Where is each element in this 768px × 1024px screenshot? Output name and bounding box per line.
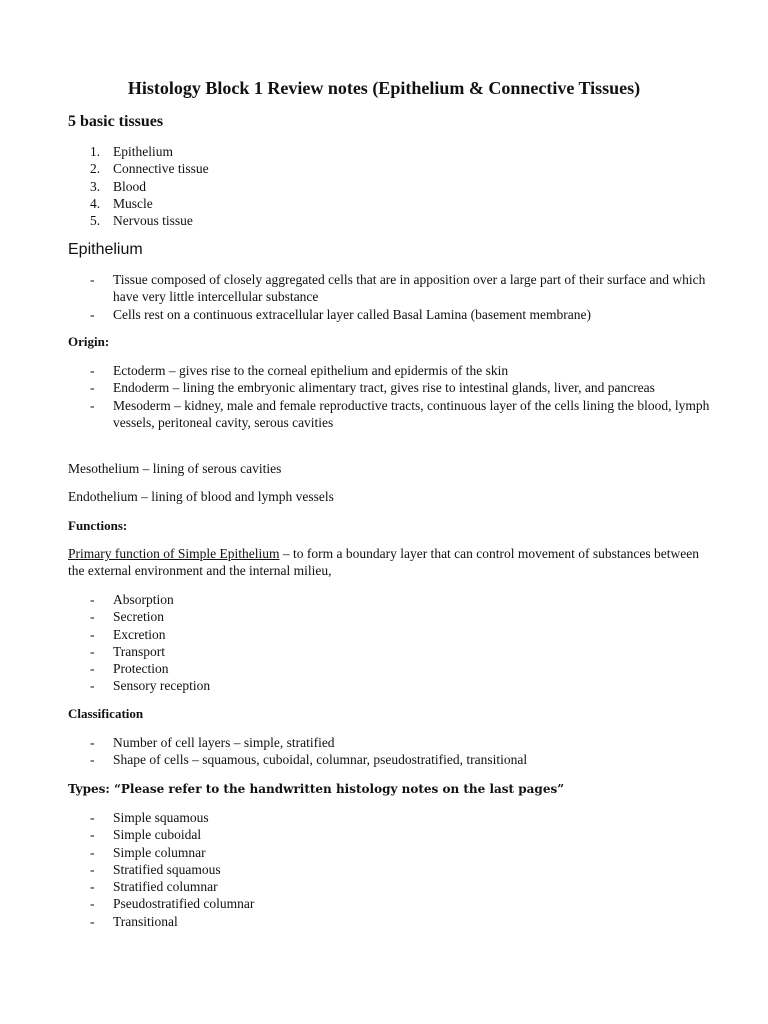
primary-function-label: Primary function of Simple Epithelium [68,546,280,561]
list-item: - Cells rest on a continuous extracellular layer called Basal Lamina (basement membrane) [90,306,591,322]
functions-heading: Functions: [68,518,128,533]
list-item: 2. Connective tissue [90,161,209,177]
page-title: Histology Block 1 Review notes (Epithelium & Connective Tissues) [127,78,641,98]
functions-bullets [90,591,710,695]
list-item: - Number of cell layers – simple, stratified [90,735,335,750]
basic-tissues-list [90,143,209,229]
list-item: 3. Blood [90,178,147,194]
origin-heading: Origin: [68,334,110,349]
mesothelium-text: Mesothelium – lining of serous cavities [68,461,282,476]
endothelium-text: Endothelium – lining of blood and lymph vessels [68,489,334,504]
list-item: - Transport [90,643,166,659]
list-item: - Pseudostratified columnar [90,896,255,912]
epithelium-heading: Epithelium [68,241,143,258]
list-item: - Endoderm – lining the embryonic alimentary tract, gives rise to intestinal glands, liver, and pancreas [90,380,655,396]
list-item: - Absorption [90,592,174,607]
list-item: - Ectoderm – gives rise to the corneal epithelium and epidermis of the skin [90,363,509,378]
list-item: 1. Epithelium [90,144,173,159]
primary-function-text: Primary function of Simple Epithelium – to form a boundary layer that can control movement of substances between the external environment and the internal milieu, [68,546,699,579]
list-item: - Tissue composed of closely aggregated cells that are in apposition over a large part of their surface and which have very little intercellular substance [90,272,706,305]
list-item: 4. Muscle [90,195,153,211]
list-item: - Transitional [90,913,178,929]
list-item: - Protection [90,661,169,677]
list-item: - Shape of cells – squamous, cuboidal, columnar, pseudostratified, transitional [90,752,528,768]
types-heading: Types: “Please refer to the handwritten histology notes on the last pages” [68,782,565,796]
list-item: - Mesoderm – kidney, male and female reproductive tracts, continuous layer of the cells lining the blood, lymph vessels, peritoneal cavity, serous cavities [90,397,710,430]
classification-bullets [90,734,710,769]
epithelium-bullets [90,271,710,323]
list-item: - Simple squamous [90,810,209,825]
list-item: - Excretion [90,626,166,642]
origin-bullets [90,362,710,431]
list-item: - Simple columnar [90,844,206,860]
list-item: - Sensory reception [90,678,211,694]
basic-tissues-heading: 5 basic tissues [68,113,164,130]
list-item: - Stratified columnar [90,879,218,895]
list-item: - Stratified squamous [90,861,221,877]
types-bullets [90,809,710,930]
list-item: 5. Nervous tissue [90,213,193,229]
list-item: - Secretion [90,609,164,625]
list-item: - Simple cuboidal [90,827,202,843]
classification-heading: Classification [68,706,144,721]
